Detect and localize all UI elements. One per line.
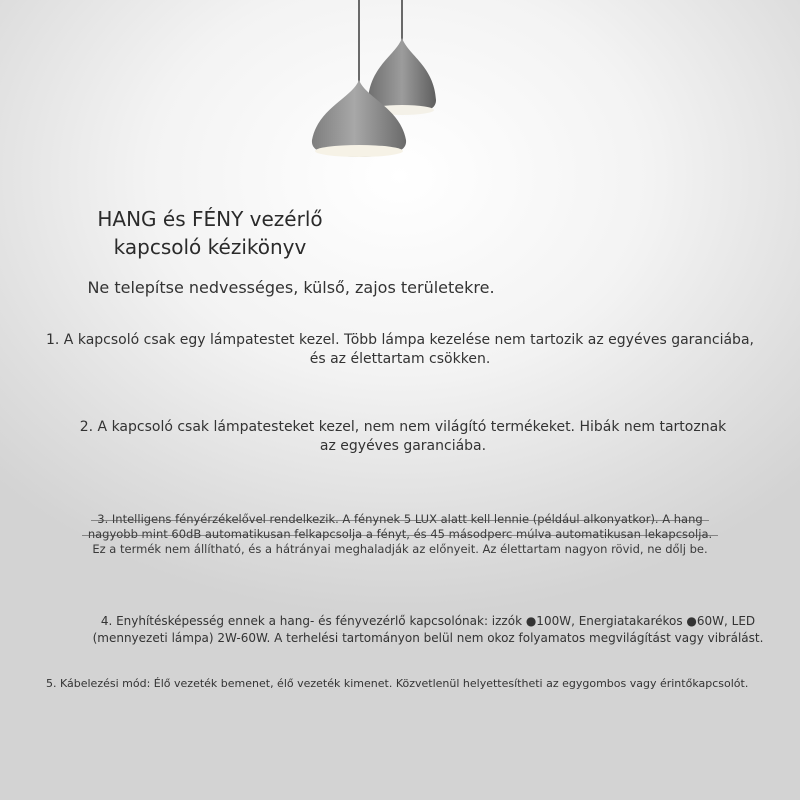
title-line-2: kapcsoló kézikönyv bbox=[113, 235, 307, 259]
instruction-item-1 bbox=[0, 331, 800, 369]
warning-text: Ne telepítse nedvességes, külső, zajos területekre. bbox=[87, 278, 495, 297]
instruction-item-4 bbox=[0, 613, 800, 647]
item-4-line-1: 4. Enyhítésképesség ennek a hang- és fényvezérlő kapcsolónak: izzók ●100W, Energiatakarékos ●60W, LED bbox=[100, 614, 756, 628]
instruction-item-5: 5. Kábelezési mód: Élő vezeték bemenet, élő vezeték kimenet. Közvetlenül helyettesítheti az egygombos vagy érintőkapcsolót. bbox=[46, 677, 749, 690]
instruction-item-2 bbox=[0, 418, 800, 456]
pendant-lamps-image bbox=[0, 0, 800, 170]
item-3-line-2: nagyobb mint 60dB automatikusan felkapcsolja a fényt, és 45 másodperc múlva automatikusan lekapcsolja. bbox=[87, 527, 713, 541]
item-3-line-3: Ez a termék nem állítható, és a hátrányai meghaladják az előnyeit. Az élettartam nagyon rövid, ne dőlj be. bbox=[92, 542, 708, 556]
item-1-line-1: 1. A kapcsoló csak egy lámpatestet kezel. Több lámpa kezelése nem tartozik az egyéves garanciába, bbox=[46, 332, 754, 348]
item-3-line-1: 3. Intelligens fényérzékelővel rendelkezik. A fénynek 5 LUX alatt kell lennie (például alkonyatkor). A hang bbox=[97, 512, 703, 526]
pendant-lamp-back bbox=[368, 0, 436, 115]
page-title bbox=[0, 205, 420, 261]
item-1-line-2: és az élettartam csökken. bbox=[309, 351, 491, 367]
item-4-line-2: (mennyezeti lámpa) 2W-60W. A terhelési tartományon belül nem okoz folyamatos megvilágítást vagy vibrálást. bbox=[92, 631, 764, 645]
item-2-line-1: 2. A kapcsoló csak lámpatesteket kezel, nem nem világító termékeket. Hibák nem tartoznak bbox=[79, 419, 727, 435]
instruction-item-3 bbox=[0, 512, 800, 557]
title-line-1: HANG és FÉNY vezérlő bbox=[97, 207, 323, 231]
item-2-line-2: az egyéves garanciába. bbox=[319, 438, 487, 454]
